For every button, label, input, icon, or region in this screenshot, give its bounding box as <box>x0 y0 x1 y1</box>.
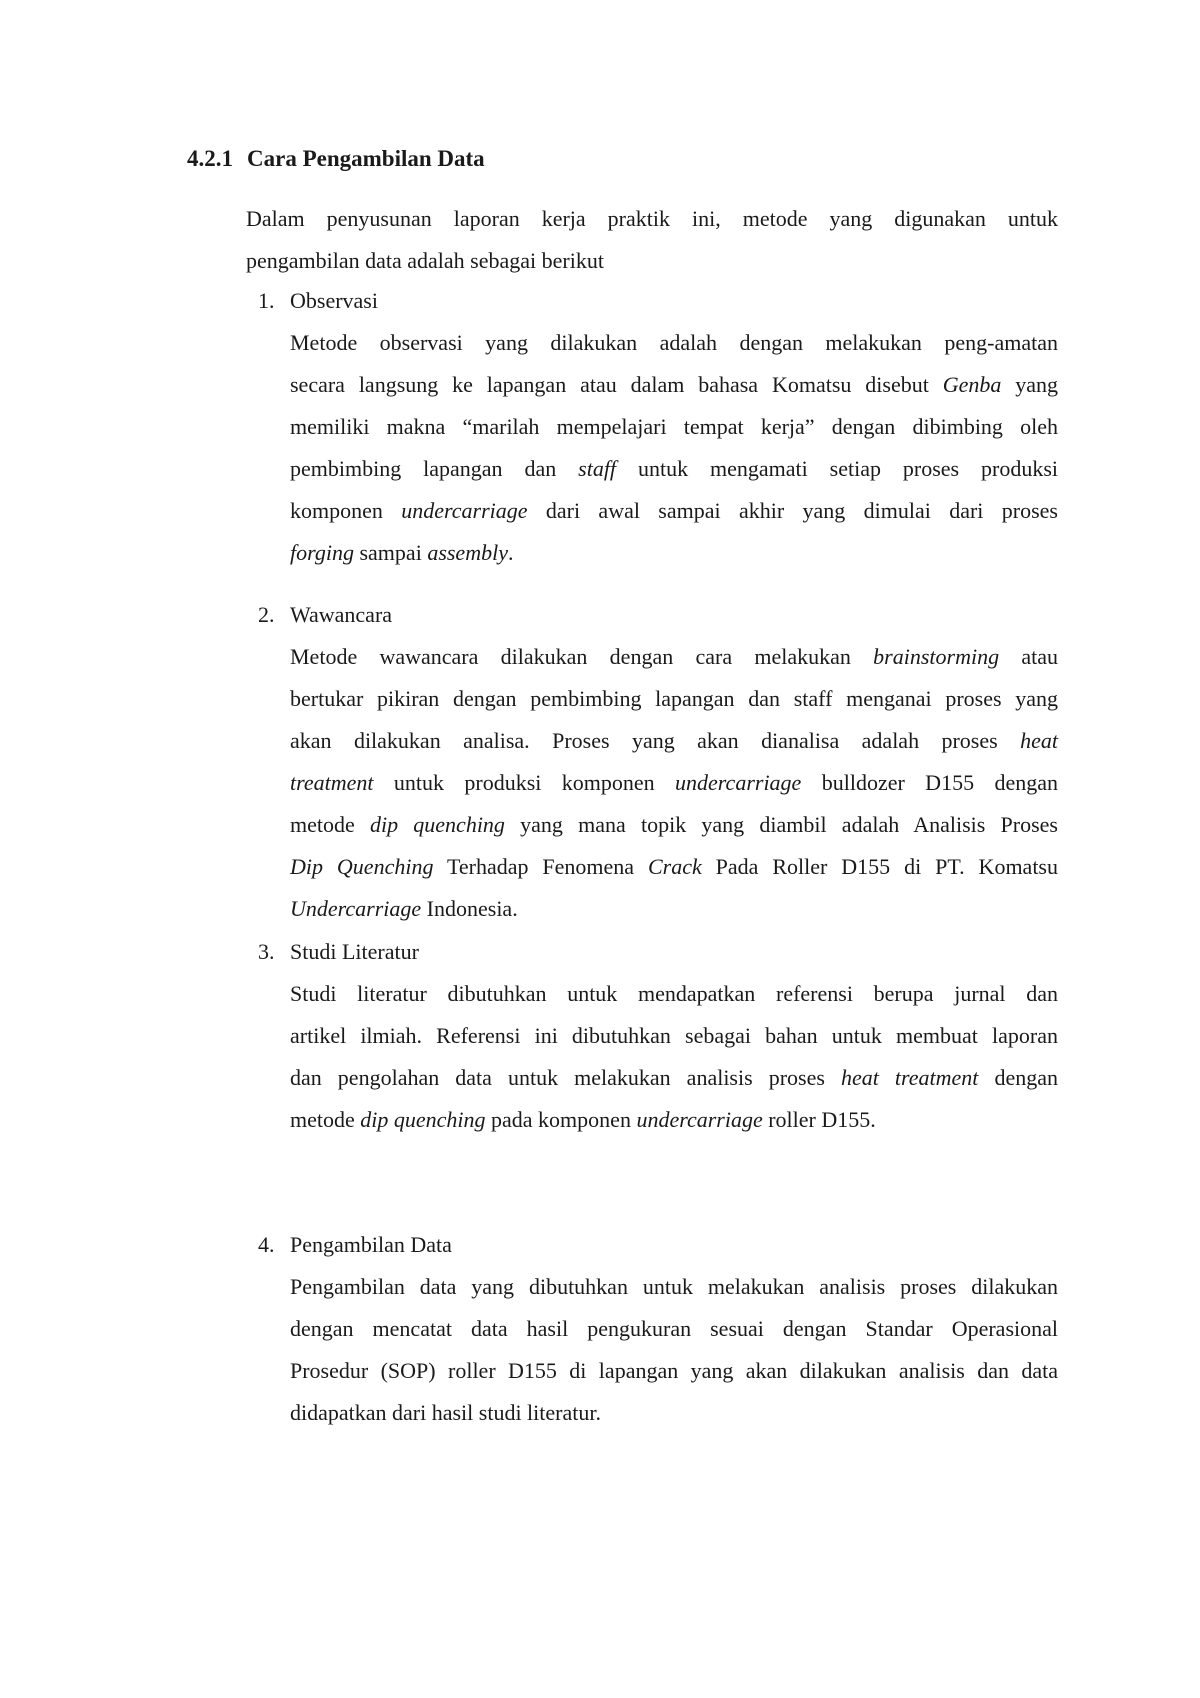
list-item-marker: 4. <box>258 1232 275 1257</box>
emphasis-term: treatment <box>290 770 374 795</box>
section-number: 4.2.1 <box>187 146 233 171</box>
list-item-body <box>258 636 1058 930</box>
list-item-body <box>258 1266 1058 1434</box>
body-line: Dip Quenching Terhadap Fenomena Crack Pada Roller D155 di PT. Komatsu <box>290 854 1058 879</box>
list-item-title-text: Pengambilan Data <box>290 1232 452 1257</box>
list-item-title-text: Studi Literatur <box>290 939 419 964</box>
list-item-marker: 2. <box>258 602 275 627</box>
body-line: artikel ilmiah. Referensi ini dibutuhkan sebagai bahan untuk membuat laporan <box>290 1023 1058 1048</box>
list-item-title <box>258 280 1058 322</box>
body-line: bertukar pikiran dengan pembimbing lapangan dan staff menganai proses yang <box>290 686 1058 711</box>
body-line: Metode wawancara dilakukan dengan cara melakukan brainstorming atau <box>290 644 1058 669</box>
emphasis-term: Undercarriage <box>290 896 422 921</box>
list-item-wawancara <box>258 594 1058 930</box>
body-line: Undercarriage Indonesia. <box>290 896 518 921</box>
body-line: akan dilakukan analisa. Proses yang akan dianalisa adalah proses heat <box>290 728 1058 753</box>
list-item-title <box>258 594 1058 636</box>
intro-line-1: Dalam penyusunan laporan kerja praktik ini, metode yang digunakan untuk <box>246 206 1058 231</box>
list-item-marker: 1. <box>258 288 275 313</box>
body-line: komponen undercarriage dari awal sampai akhir yang dimulai dari proses <box>290 498 1058 523</box>
list-item-title <box>258 1224 1058 1266</box>
body-line: Pengambilan data yang dibutuhkan untuk melakukan analisis proses dilakukan <box>290 1274 1058 1299</box>
section-title: Cara Pengambilan Data <box>247 146 485 171</box>
list-item-studi-literatur <box>258 931 1058 1141</box>
emphasis-term: brainstorming <box>873 644 1000 669</box>
intro-paragraph <box>246 198 1058 282</box>
list-item-title-text: Wawancara <box>290 602 393 627</box>
emphasis-term: dip quenching <box>360 1107 486 1132</box>
list-item-body <box>258 322 1058 574</box>
body-line: secara langsung ke lapangan atau dalam bahasa Komatsu disebut Genba yang <box>290 372 1059 397</box>
list-item-title-text: Observasi <box>290 288 378 313</box>
section-heading <box>187 143 485 175</box>
emphasis-term: dip quenching <box>369 812 505 837</box>
body-line: metode dip quenching pada komponen undercarriage roller D155. <box>290 1107 876 1132</box>
emphasis-term: Genba <box>942 372 1002 397</box>
body-line: dengan mencatat data hasil pengukuran sesuai dengan Standar Operasional <box>290 1316 1058 1341</box>
body-line: forging sampai assembly. <box>290 540 514 565</box>
body-line: Prosedur (SOP) roller D155 di lapangan yang akan dilakukan analisis dan data <box>290 1358 1058 1383</box>
body-line: pembimbing lapangan dan staff untuk mengamati setiap proses produksi <box>290 456 1059 481</box>
emphasis-term: Dip Quenching <box>290 854 434 879</box>
emphasis-term: undercarriage <box>636 1107 763 1132</box>
emphasis-term: Crack <box>647 854 702 879</box>
list-item-observasi <box>258 280 1058 574</box>
list-item-body <box>258 973 1058 1141</box>
emphasis-term: heat <box>1020 728 1058 753</box>
body-line: Metode observasi yang dilakukan adalah dengan melakukan peng-amatan <box>290 330 1058 355</box>
list-item-marker: 3. <box>258 939 275 964</box>
body-line: treatment untuk produksi komponen undercarriage bulldozer D155 dengan <box>290 770 1058 795</box>
emphasis-term: undercarriage <box>401 498 528 523</box>
body-line: memiliki makna “marilah mempelajari tempat kerja” dengan dibimbing oleh <box>290 414 1058 439</box>
body-line: dan pengolahan data untuk melakukan analisis proses heat treatment dengan <box>290 1065 1058 1090</box>
intro-line-2: pengambilan data adalah sebagai berikut <box>246 248 604 273</box>
emphasis-term: forging <box>290 540 354 565</box>
emphasis-term: undercarriage <box>675 770 802 795</box>
list-item-title <box>258 931 1058 973</box>
list-item-pengambilan-data <box>258 1224 1058 1434</box>
body-line: Studi literatur dibutuhkan untuk mendapatkan referensi berupa jurnal dan <box>290 981 1058 1006</box>
emphasis-term: staff <box>578 456 617 481</box>
emphasis-term: heat treatment <box>840 1065 979 1090</box>
emphasis-term: assembly <box>427 540 508 565</box>
body-line: metode dip quenching yang mana topik yang diambil adalah Analisis Proses <box>290 812 1058 837</box>
body-line: didapatkan dari hasil studi literatur. <box>290 1400 601 1425</box>
